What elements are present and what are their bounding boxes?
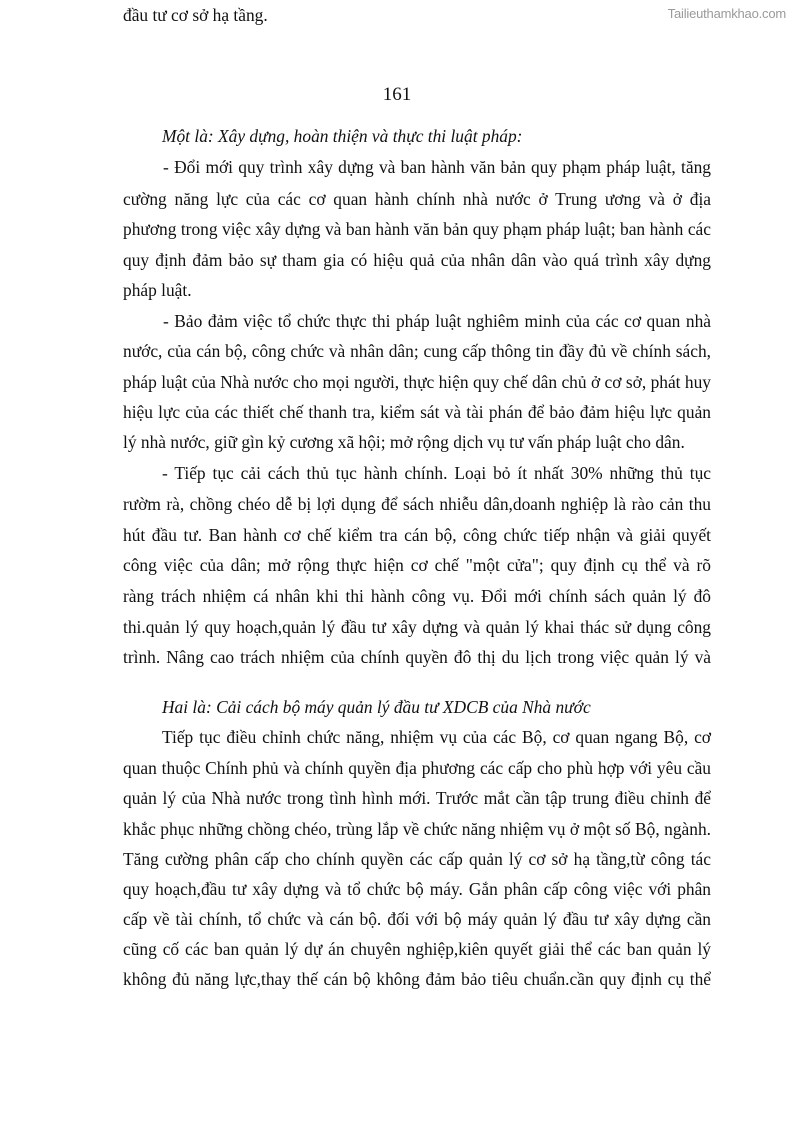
paragraph-line: rườm rà, chồng chéo dễ bị lợi dụng để sách nhiễu dân,doanh nghiệp là rào cản thu [123, 494, 711, 514]
paragraph-line: cũng cố các ban quản lý dự án chuyên nghiệp,kiên quyết giải thể các ban quản lý [123, 939, 711, 959]
paragraph-line: quản lý của Nhà nước trong tình hình mới. Trước mắt cần tập trung điều chỉnh để [123, 788, 711, 808]
watermark: Tailieuthamkhao.com [667, 6, 786, 21]
paragraph-line: công việc của dân; mở rộng thực hiện cơ chế "một cửa"; quy định cụ thể và rõ [123, 555, 711, 575]
paragraph-line: - Bảo đảm việc tổ chức thực thi pháp luật nghiêm minh của các cơ quan nhà [163, 311, 711, 331]
section-heading: Hai là: Cải cách bộ máy quản lý đầu tư XDCB của Nhà nước [162, 697, 591, 717]
section-heading: Một là: Xây dựng, hoàn thiện và thực thi luật pháp: [162, 126, 523, 146]
paragraph-line: nước, của cán bộ, công chức và nhân dân; cung cấp thông tin đầy đủ về chính sách, [123, 341, 711, 361]
paragraph-line: Tăng cường phân cấp cho chính quyền các cấp quản lý cơ sở hạ tầng,từ công tác [123, 849, 711, 869]
paragraph-line: - Đổi mới quy trình xây dựng và ban hành văn bản quy phạm pháp luật, tăng [163, 157, 711, 177]
paragraph-line: cường năng lực của các cơ quan hành chính nhà nước ở Trung ương và ở địa [123, 189, 711, 209]
paragraph-line: khắc phục những chồng chéo, trùng lắp về chức năng nhiệm vụ ở một số Bộ, ngành. [123, 819, 711, 839]
paragraph-line: - Tiếp tục cải cách thủ tục hành chính. Loại bỏ ít nhất 30% những thủ tục [162, 463, 711, 483]
paragraph-line: pháp luật. [123, 280, 192, 300]
paragraph-line: quy định đảm bảo sự tham gia có hiệu quả của nhân dân vào quá trình xây dựng [123, 250, 711, 270]
paragraph-line: hiệu lực của các thiết chế thanh tra, kiểm sát và tài phán để bảo đảm hiệu lực quản [123, 402, 711, 422]
paragraph-line: quan thuộc Chính phủ và chính quyền địa phương các cấp cho phù hợp với yêu cầu [123, 758, 711, 778]
paragraph-line: lý nhà nước, giữ gìn kỷ cương xã hội; mở rộng dịch vụ tư vấn pháp luật cho dân. [123, 432, 685, 452]
paragraph-line: phương trong việc xây dựng và ban hành văn bản quy phạm pháp luật; ban hành các [123, 219, 711, 239]
paragraph-line: thi.quản lý quy hoạch,quản lý đầu tư xây dựng và quản lý khai thác sử dụng công [123, 617, 711, 637]
paragraph-line: trình. Nâng cao trách nhiệm của chính quyền đô thị du lịch trong việc quản lý và [123, 647, 711, 667]
paragraph-line: ràng trách nhiệm cá nhân khi thi hành công vụ. Đổi mới chính sách quản lý đô [123, 586, 711, 606]
paragraph-line: pháp luật của Nhà nước cho mọi người, thực hiện quy chế dân chủ ở cơ sở, phát huy [123, 372, 711, 392]
paragraph-line: quy hoạch,đầu tư xây dựng và tổ chức bộ máy. Gắn phân cấp công việc với phân [123, 879, 711, 899]
paragraph-line: cấp về tài chính, tổ chức và cán bộ. đối với bộ máy quản lý đầu tư xây dựng cần [123, 909, 711, 929]
page-number: 161 [382, 84, 412, 105]
paragraph-line: hút đầu tư. Ban hành cơ chế kiểm tra cán bộ, công chức tiếp nhận và giải quyết [123, 525, 711, 545]
paragraph-line: đầu tư cơ sở hạ tầng. [123, 5, 268, 25]
paragraph-line: Tiếp tục điều chỉnh chức năng, nhiệm vụ của các Bộ, cơ quan ngang Bộ, cơ [162, 727, 711, 747]
paragraph-line: không đủ năng lực,thay thế cán bộ không đảm bảo tiêu chuẩn.cần quy định cụ thể [123, 969, 711, 989]
